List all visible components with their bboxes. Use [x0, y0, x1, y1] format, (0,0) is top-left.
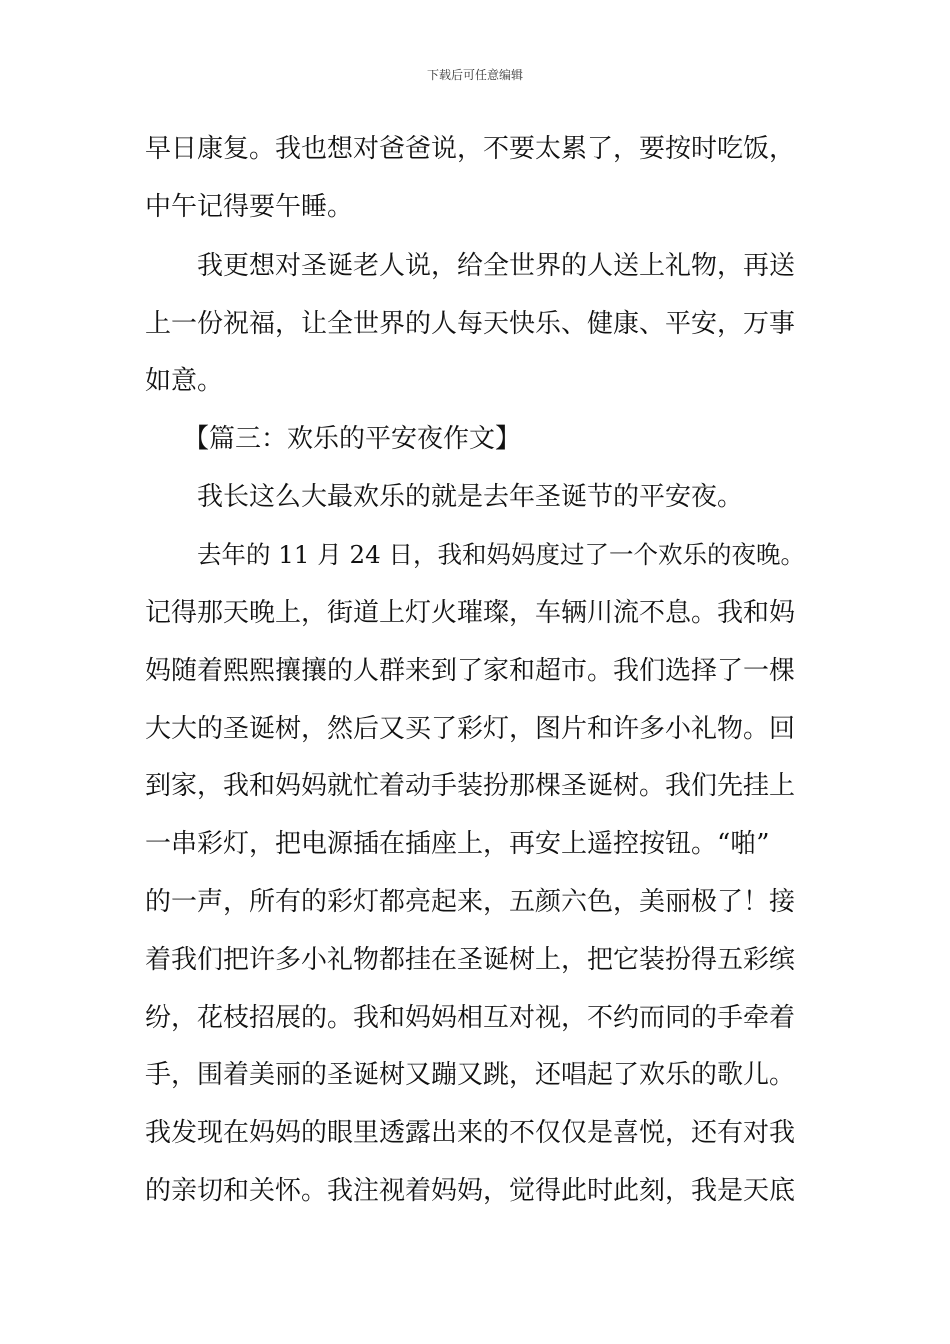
text-line: 的一声，所有的彩灯都亮起来，五颜六色，美丽极了！接	[145, 887, 796, 917]
text-line: 的亲切和关怀。我注视着妈妈，觉得此时此刻，我是天底	[145, 1176, 796, 1206]
text-line: 记得那天晚上，街道上灯火璀璨，车辆川流不息。我和妈	[145, 598, 796, 628]
text-line: 如意。	[145, 366, 224, 396]
text-line: 着我们把许多小礼物都挂在圣诞树上，把它装扮得五彩缤	[145, 945, 796, 975]
text-line: 我更想对圣诞老人说，给全世界的人送上礼物，再送	[197, 251, 796, 281]
text-line: 一串彩灯，把电源插在插座上，再安上遥控按钮。“啪”	[145, 829, 770, 859]
text-line: 中午记得要午睡。	[145, 192, 354, 222]
text-line: 手，围着美丽的圣诞树又蹦又跳，还唱起了欢乐的歌儿。	[145, 1060, 796, 1090]
text-line: 我长这么大最欢乐的就是去年圣诞节的平安夜。	[197, 482, 744, 512]
text-line: 到家，我和妈妈就忙着动手装扮那棵圣诞树。我们先挂上	[145, 771, 796, 801]
text-line: 我发现在妈妈的眼里透露出来的不仅仅是喜悦，还有对我	[145, 1118, 796, 1148]
text-line: 上一份祝福，让全世界的人每天快乐、健康、平安，万事	[145, 309, 796, 339]
page-header-note: 下载后可任意编辑	[426, 68, 523, 82]
text-line: 大大的圣诞树，然后又买了彩灯，图片和许多小礼物。回	[145, 714, 796, 744]
text-line: 去年的 11 月 24 日，我和妈妈度过了一个欢乐的夜晚。	[197, 540, 805, 569]
text-line: 妈随着熙熙攘攘的人群来到了家和超市。我们选择了一棵	[145, 656, 796, 686]
section-heading: 【篇三：欢乐的平安夜作文】	[183, 424, 522, 454]
text-line: 纷，花枝招展的。我和妈妈相互对视，不约而同的手牵着	[145, 1003, 796, 1033]
text-line: 早日康复。我也想对爸爸说，不要太累了，要按时吃饭，	[145, 134, 796, 164]
